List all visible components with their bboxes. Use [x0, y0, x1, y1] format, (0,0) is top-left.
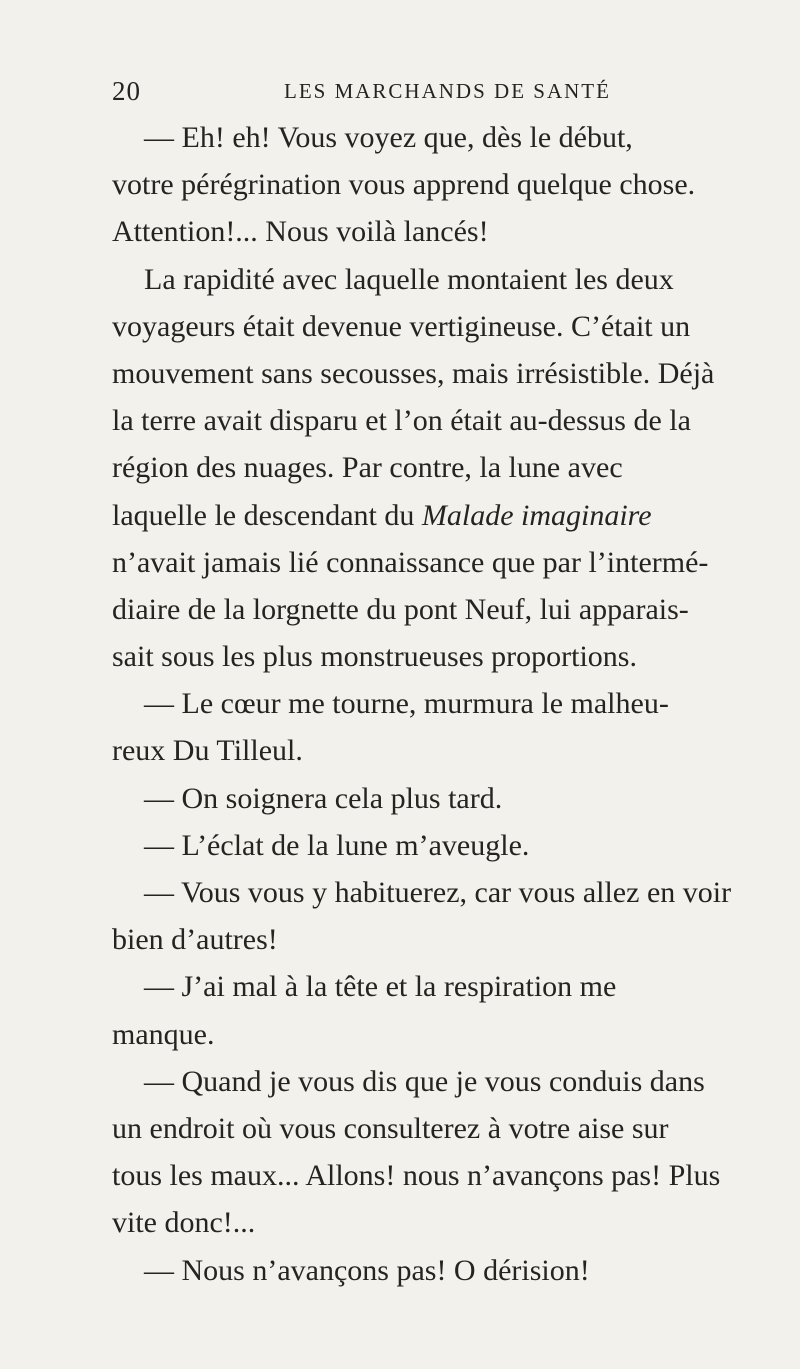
text-line: diaire de la lorgnette du pont Neuf, lui apparais-: [112, 592, 689, 626]
text-line: la terre avait disparu et l’on était au-dessus de la: [112, 404, 691, 438]
page-header: [112, 76, 732, 110]
text-line: manque.: [112, 1017, 215, 1051]
text-line: — Le cœur me tourne, murmura le malheu-: [144, 687, 669, 721]
text-line: La rapidité avec laquelle montaient les deux: [144, 262, 674, 296]
text-line: — Nous n’avançons pas! O dérision!: [144, 1253, 590, 1287]
text-line: — Quand je vous dis que je vous conduis dans: [144, 1064, 705, 1098]
page-number: 20: [112, 76, 141, 106]
text-line: — On soignera cela plus tard.: [144, 781, 503, 815]
running-head: LES MARCHANDS DE SANTÉ: [284, 79, 611, 103]
text-line: vite donc!...: [112, 1206, 256, 1240]
text-line: voyageurs était devenue vertigineuse. C’était un: [112, 309, 691, 343]
text-line: n’avait jamais lié connaissance que par l’intermé-: [112, 545, 709, 579]
text-line: laquelle le descendant du Malade imaginaire: [112, 498, 652, 532]
italic-title: Malade imaginaire: [421, 498, 652, 532]
body-text: [112, 114, 772, 1294]
text-line: tous les maux... Allons! nous n’avançons pas! Plus: [112, 1159, 721, 1193]
text-line: votre pérégrination vous apprend quelque chose.: [112, 168, 696, 202]
text-line: sait sous les plus monstrueuses proportions.: [112, 640, 637, 674]
text-line: bien d’autres!: [112, 923, 278, 957]
text-line: — J’ai mal à la tête et la respiration me: [144, 970, 617, 1004]
text-line: — Vous vous y habituerez, car vous allez en voir: [144, 876, 732, 909]
text-line: mouvement sans secousses, mais irrésistible. Déjà: [112, 356, 715, 390]
text-line: — Eh! eh! Vous voyez que, dès le début,: [144, 121, 633, 154]
text-line: un endroit où vous consulterez à votre aise sur: [112, 1111, 669, 1145]
text-line: région des nuages. Par contre, la lune avec: [112, 451, 623, 485]
text-line: Attention!... Nous voilà lancés!: [112, 215, 489, 249]
text-line: reux Du Tilleul.: [112, 734, 303, 768]
text-line: — L’éclat de la lune m’aveugle.: [144, 828, 530, 862]
